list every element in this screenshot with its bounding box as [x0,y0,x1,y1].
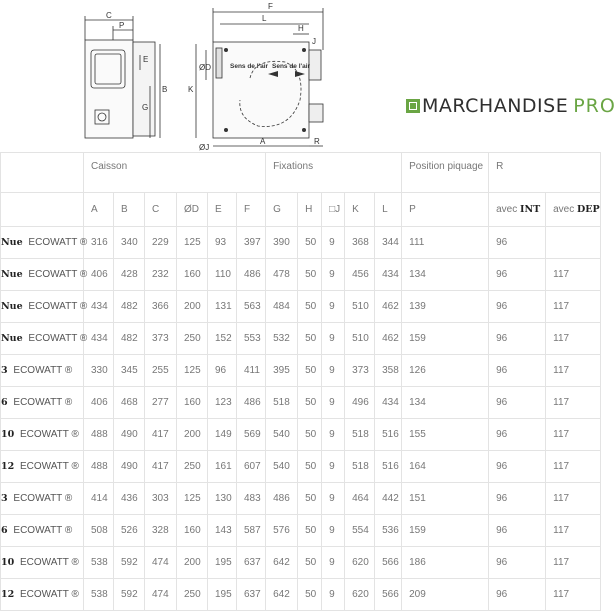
dim-OD: ØD [199,63,211,72]
model-cell [1,227,88,259]
dimension-cell: 553 [237,323,266,355]
dimension-cell: 484 [266,291,298,323]
dimension-cell: 488 [84,419,114,451]
dimension-cell: 592 [114,579,145,611]
dimension-cell: 428 [114,259,145,291]
r-dep-cell: 117 [546,515,601,547]
dimension-cell: 482 [114,323,145,355]
dimension-cell: 566 [375,547,402,579]
r-int-cell: 96 [489,547,546,579]
dimension-cell: 50 [298,227,322,259]
table-row [1,291,601,323]
dimension-cell: 518 [345,451,375,483]
dimension-cell: 411 [237,355,266,387]
model-cell [1,483,84,515]
table-row [1,323,601,355]
dimension-cell: 125 [177,483,208,515]
corner-cell [1,153,84,193]
model-code: Nue [1,301,23,312]
dimension-cell: 540 [266,451,298,483]
dimension-cell: 50 [298,483,322,515]
dimension-cell: 229 [145,227,177,259]
table-row [1,515,601,547]
table-row [1,579,601,611]
r-dep-cell: 117 [546,259,601,291]
dim-J: J [312,37,316,46]
dimension-cell: 330 [84,355,114,387]
model-code: 6 [1,525,8,536]
dimension-cell: 131 [208,291,237,323]
dimension-cell: 232 [145,259,177,291]
dimension-cell: 442 [375,483,402,515]
dimension-cell: 436 [114,483,145,515]
marchandise-pro-logo [406,95,616,117]
r-dep-cell: 117 [546,451,601,483]
model-cell [1,451,84,483]
r-dep-cell: 117 [546,483,601,515]
dim-H: H [298,24,304,33]
column-header-row [1,193,601,227]
model-brand: ECOWATT ® [28,333,88,344]
dimension-cell: 642 [266,547,298,579]
table-row [1,387,601,419]
dimension-cell: 508 [84,515,114,547]
column-header: A [84,193,114,227]
dimension-cell: 160 [177,259,208,291]
logo-pro: PRO [573,95,616,117]
table-row [1,547,601,579]
dimension-cell: 9 [322,419,345,451]
model-code: 10 [1,557,15,568]
table-row [1,451,601,483]
model-cell [1,579,84,611]
dimension-cell: 9 [322,259,345,291]
column-header: L [375,193,402,227]
dimension-cell: 482 [114,291,145,323]
dimension-cell: 143 [208,515,237,547]
model-brand: ECOWATT ® [20,461,79,472]
dimension-cell: 483 [237,483,266,515]
dimension-cell: 532 [266,323,298,355]
group-header-row [1,153,601,193]
dimension-cell: 9 [322,323,345,355]
column-header: K [345,193,375,227]
r-dep-cell: 117 [546,547,601,579]
dimension-cell: 9 [322,387,345,419]
dimension-cell: 160 [177,387,208,419]
model-code: 3 [1,493,8,504]
dimension-cell: 395 [266,355,298,387]
dimension-cell: 637 [237,579,266,611]
dimension-cell: 434 [375,387,402,419]
dim-R: R [314,137,320,146]
dimension-cell: 134 [402,387,489,419]
dimension-cell: 345 [114,355,145,387]
dimension-cell: 620 [345,547,375,579]
dimension-cell: 434 [375,259,402,291]
dimension-cell: 496 [345,387,375,419]
dimension-cell: 111 [402,227,489,259]
dimension-cell: 200 [177,419,208,451]
dimension-cell: 250 [177,579,208,611]
model-code: Nue [1,237,23,248]
dimension-cell: 155 [402,419,489,451]
dimension-cell: 344 [375,227,402,259]
model-code: Nue [1,269,23,280]
dimension-cell: 134 [402,259,489,291]
r-int-cell: 96 [489,451,546,483]
dimension-cell: 490 [114,451,145,483]
airflow-label-left: Sens de l'air [230,63,269,70]
group-caisson: Caisson [84,153,266,193]
dimension-cell: 516 [375,419,402,451]
corner-cell [1,193,84,227]
r-int-cell: 96 [489,323,546,355]
dimension-cell: 490 [114,419,145,451]
column-header: H [298,193,322,227]
dimension-cell: 9 [322,227,345,259]
r-dep-cell: 117 [546,355,601,387]
dimension-cell: 464 [345,483,375,515]
dimension-cell: 478 [266,259,298,291]
dimension-cell: 462 [375,323,402,355]
logo-mark-icon [406,99,420,113]
dimension-cell: 373 [145,323,177,355]
dimension-cell: 390 [266,227,298,259]
dim-G: G [142,103,149,112]
dimension-cell: 149 [208,419,237,451]
dimension-cell: 540 [266,419,298,451]
dimension-cell: 516 [375,451,402,483]
dimension-cell: 126 [402,355,489,387]
dimension-cell: 397 [237,227,266,259]
dimension-cell: 474 [145,579,177,611]
table-body [1,153,601,611]
group-piquage: Position piquage [402,153,489,193]
r-dep-cell [546,227,601,259]
table-row [1,227,601,259]
dimension-cell: 569 [237,419,266,451]
r-dep-code: DEP [577,204,600,215]
model-code: 12 [1,589,15,600]
model-cell [1,323,88,355]
table-row [1,419,601,451]
table-row [1,483,601,515]
r-int-cell: 96 [489,387,546,419]
model-brand: ECOWATT ® [13,365,73,376]
column-header: ØD [177,193,208,227]
model-brand: ECOWATT ® [20,589,79,600]
dim-P: P [119,21,125,30]
dimension-cell: 125 [177,227,208,259]
dimension-cell: 164 [402,451,489,483]
model-brand: ECOWATT ® [28,237,88,248]
dimension-cell: 434 [84,323,114,355]
dimension-cell: 526 [114,515,145,547]
dim-K: K [188,85,194,94]
dimension-cell: 474 [145,547,177,579]
dimension-cell: 462 [375,291,402,323]
column-header: E [208,193,237,227]
table-row [1,355,601,387]
r-int-cell: 96 [489,483,546,515]
model-code: 12 [1,461,15,472]
dim-C: C [106,11,112,20]
dimension-cell: 50 [298,355,322,387]
dimension-cell: 50 [298,387,322,419]
dimension-cell: 563 [237,291,266,323]
technical-drawing [0,0,600,152]
dimension-cell: 366 [145,291,177,323]
dimension-cell: 607 [237,451,266,483]
dimension-cell: 417 [145,451,177,483]
column-header: C [145,193,177,227]
r-dep-cell: 117 [546,323,601,355]
r-int-cell: 96 [489,259,546,291]
dimension-cell: 637 [237,547,266,579]
r-int-cell: 96 [489,419,546,451]
r-int-cell: 96 [489,579,546,611]
dimension-cell: 468 [114,387,145,419]
dimension-cell: 200 [177,547,208,579]
r-dep-prefix: avec [553,204,575,215]
model-cell [1,387,84,419]
column-header-r-int [489,193,546,227]
dimension-cell: 510 [345,323,375,355]
dimension-cell: 414 [84,483,114,515]
dimension-cell: 406 [84,387,114,419]
dimension-cell: 96 [208,355,237,387]
dimension-cell: 358 [375,355,402,387]
dimension-cell: 9 [322,547,345,579]
model-cell [1,515,84,547]
dimension-cell: 123 [208,387,237,419]
r-int-code: INT [520,204,541,215]
dimension-cell: 125 [177,355,208,387]
dimension-cell: 250 [177,451,208,483]
model-brand: ECOWATT ® [28,269,88,280]
dimension-cell: 486 [237,259,266,291]
dimension-cell: 50 [298,323,322,355]
r-int-cell: 96 [489,291,546,323]
table-row [1,259,601,291]
r-int-cell: 96 [489,515,546,547]
dimension-cell: 152 [208,323,237,355]
model-cell [1,259,88,291]
model-brand: ECOWATT ® [13,525,73,536]
dimension-cell: 255 [145,355,177,387]
column-header-r-dep [546,193,601,227]
dimension-cell: 50 [298,451,322,483]
dimension-cell: 406 [84,259,114,291]
dimension-cell: 587 [237,515,266,547]
dimension-cell: 486 [237,387,266,419]
dim-E: E [143,55,149,64]
dimension-cell: 510 [345,291,375,323]
model-cell [1,419,84,451]
dimension-cell: 159 [402,323,489,355]
dimension-cell: 195 [208,579,237,611]
r-dep-cell: 117 [546,579,601,611]
dimension-cell: 434 [84,291,114,323]
dimension-cell: 518 [345,419,375,451]
column-header: □J [322,193,345,227]
dimension-cell: 50 [298,515,322,547]
dimension-cell: 50 [298,291,322,323]
r-dep-cell: 117 [546,419,601,451]
dimension-cell: 368 [345,227,375,259]
dim-A: A [260,137,266,146]
model-brand: ECOWATT ® [20,429,79,440]
dimension-cell: 488 [84,451,114,483]
dimension-cell: 592 [114,547,145,579]
dimension-cell: 328 [145,515,177,547]
dimension-cell: 456 [345,259,375,291]
dimension-cell: 160 [177,515,208,547]
dimension-cell: 130 [208,483,237,515]
model-cell [1,547,84,579]
model-brand: ECOWATT ® [13,493,73,504]
dimension-cell: 195 [208,547,237,579]
dimension-cell: 250 [177,323,208,355]
dimension-cell: 316 [84,227,114,259]
dimension-cell: 486 [266,483,298,515]
dimension-cell: 340 [114,227,145,259]
dimension-cell: 417 [145,419,177,451]
dimension-cell: 9 [322,515,345,547]
dimension-cell: 536 [375,515,402,547]
dimension-cell: 93 [208,227,237,259]
dimension-cell: 159 [402,515,489,547]
model-code: 3 [1,365,8,376]
group-fixations: Fixations [266,153,402,193]
logo-word: MARCHANDISE [422,95,569,117]
dimension-cell: 151 [402,483,489,515]
dimension-cell: 110 [208,259,237,291]
dimension-cell: 554 [345,515,375,547]
dimension-cell: 50 [298,419,322,451]
dimension-cell: 576 [266,515,298,547]
dimensions-table [0,152,601,611]
dimension-cell: 209 [402,579,489,611]
model-code: 10 [1,429,15,440]
dimension-cell: 373 [345,355,375,387]
dimension-cell: 538 [84,547,114,579]
dimension-cell: 200 [177,291,208,323]
dimension-cell: 50 [298,547,322,579]
dimension-cell: 9 [322,291,345,323]
model-brand: ECOWATT ® [13,397,73,408]
model-cell [1,291,88,323]
dimension-cell: 642 [266,579,298,611]
group-r: R [489,153,601,193]
dim-L: L [262,14,267,23]
r-dep-cell: 117 [546,291,601,323]
r-int-prefix: avec [496,204,518,215]
column-header: P [402,193,489,227]
dimension-cell: 277 [145,387,177,419]
model-code: 6 [1,397,8,408]
dim-B: B [162,85,168,94]
r-int-cell: 96 [489,227,546,259]
dim-OJ: ØJ [199,143,210,152]
dimension-cell: 50 [298,259,322,291]
dimension-cell: 9 [322,579,345,611]
model-code: Nue [1,333,23,344]
dimension-cell: 161 [208,451,237,483]
airflow-label-right: Sens de l'air [272,63,311,70]
dimension-cell: 9 [322,483,345,515]
dimension-cell: 566 [375,579,402,611]
r-int-cell: 96 [489,355,546,387]
r-dep-cell: 117 [546,387,601,419]
dimension-cell: 50 [298,579,322,611]
dimension-cell: 518 [266,387,298,419]
column-header: F [237,193,266,227]
column-header: B [114,193,145,227]
dimension-cell: 538 [84,579,114,611]
dimension-cell: 303 [145,483,177,515]
model-cell [1,355,84,387]
dimension-cell: 9 [322,355,345,387]
dimension-cell: 186 [402,547,489,579]
model-brand: ECOWATT ® [28,301,88,312]
dimension-cell: 620 [345,579,375,611]
column-header: G [266,193,298,227]
model-brand: ECOWATT ® [20,557,79,568]
dimension-cell: 9 [322,451,345,483]
dim-F: F [268,2,273,11]
dimension-cell: 139 [402,291,489,323]
